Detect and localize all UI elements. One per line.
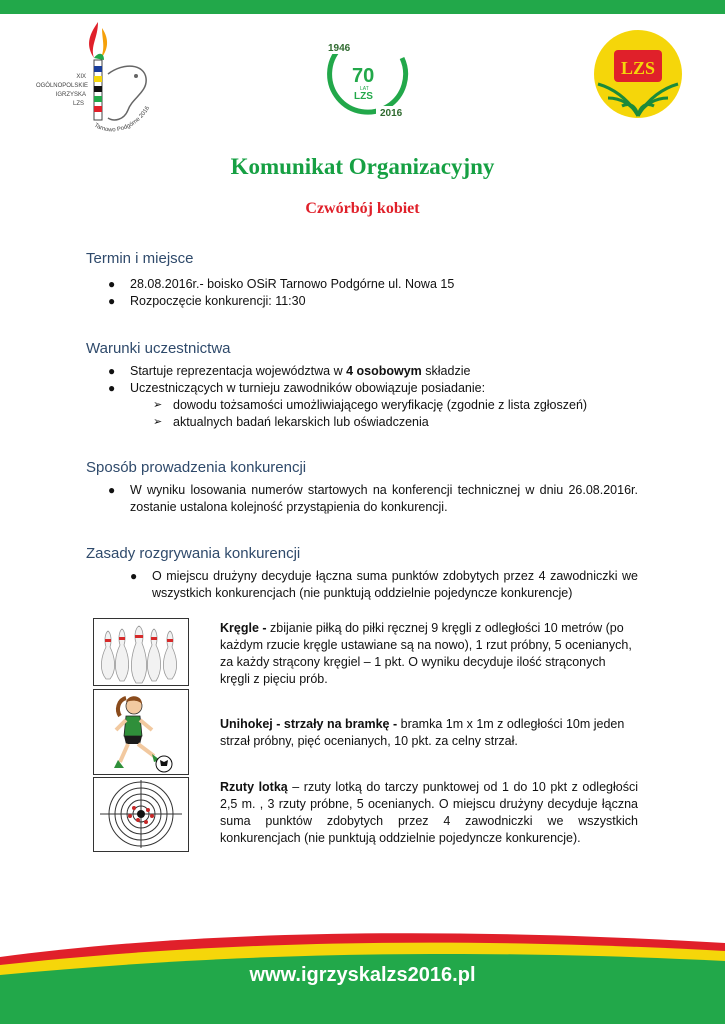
bullet-icon: ●: [108, 381, 116, 395]
svg-text:LZS: LZS: [620, 58, 656, 78]
footer-website-link[interactable]: www.igrzyskalzs2016.pl: [249, 964, 476, 986]
section-heading-termin: Termin i miejsce: [86, 250, 194, 267]
event-description-darts: Rzuty lotką – rzuty lotką do tarczy punktowej od 1 do 10 pkt z odległości 2,5 m. , 3 rzuty próbne, 5 ocenianych. O miejscu drużyny decyduje łączna suma punktów zdobytych przez 4 zawodniczki we wszystkich konkurencjach (nie punktują oddzielnie pojedyncze konkurencje).: [220, 780, 638, 845]
girl-kicking-ball-icon: [93, 689, 189, 775]
section-heading-warunki: Warunki uczestnictwa: [86, 340, 231, 357]
event-description-bowling: Kręgle - zbijanie piłką do piłki ręcznej 9 kręgli z odległości 10 metrów (po każdym rzucie kręgle ustawiane są na nowo), 1 rzut próbny, 5 ocenianych, za każdy strącony kręgiel – 1 pkt. O wyniku decyduje ilość strąconych kręgli z pięciu prób.: [220, 621, 632, 686]
svg-text:1946: 1946: [328, 43, 351, 54]
arrow-bullet-icon: ➢: [153, 416, 163, 428]
svg-text:IGRZYSKA: IGRZYSKA: [55, 92, 86, 98]
svg-text:70: 70: [352, 65, 375, 87]
svg-text:LZS: LZS: [72, 101, 84, 107]
bullet-icon: ●: [130, 569, 138, 583]
svg-text:OGÓLNOPOLSKIE: OGÓLNOPOLSKIE: [35, 83, 88, 89]
bowling-pins-icon: [93, 618, 189, 686]
lzs-70-years-logo: [318, 38, 412, 122]
page-title: Komunikat Organizacyjny: [230, 154, 495, 179]
list-item: ● W wyniku losowania numerów startowych na konferencji technicznej w dniu 26.08.2016r. zostanie ustalona kolejność przystąpienia do konkurencji.: [108, 483, 638, 514]
bullet-icon: ●: [108, 294, 116, 308]
arrow-bullet-icon: ➢: [153, 399, 163, 411]
list-item: ● 28.08.2016r.- boisko OSiR Tarnowo Podgórne ul. Nowa 15: [108, 277, 455, 291]
page-subtitle: Czwórbój kobiet: [305, 200, 420, 217]
bullet-icon: ●: [108, 277, 116, 291]
bullet-icon: ●: [108, 483, 116, 497]
svg-text:LAT: LAT: [360, 86, 369, 92]
top-green-bar: [0, 0, 725, 14]
svg-text:LZS: LZS: [354, 91, 373, 102]
games-torch-logo: [28, 18, 168, 136]
sub-list-item: ➢ aktualnych badań lekarskich lub oświadczenia: [153, 415, 429, 429]
section-heading-sposob: Sposób prowadzenia konkurencji: [86, 459, 307, 476]
lzs-emblem-logo: [592, 28, 684, 120]
list-item: ● Startuje reprezentacja województwa w 4 osobowym składzie: [108, 364, 471, 378]
section-heading-zasady: Zasady rozgrywania konkurencji: [86, 545, 301, 562]
dart-target-icon: [93, 777, 189, 852]
bullet-icon: ●: [108, 364, 116, 378]
svg-text:XIX: XIX: [76, 74, 86, 80]
list-item: ● Uczestniczących w turnieju zawodników obowiązuje posiadanie:: [108, 381, 486, 395]
event-description-floorball: Unihokej - strzały na bramkę - bramka 1m x 1m z odległości 10m jeden strzał próbny, pięć ocenianych, 10 pkt. za celny strzał.: [220, 717, 625, 748]
sub-list-item: ➢ dowodu tożsamości umożliwiającego weryfikację (zgodnie z lista zgłoszeń): [153, 398, 588, 412]
svg-text:Tarnowo Podgórne 2016: Tarnowo Podgórne 2016: [92, 105, 152, 134]
svg-text:2016: 2016: [380, 108, 403, 119]
list-item: ● Rozpoczęcie konkurencji: 11:30: [108, 294, 306, 308]
list-item: ● O miejscu drużyny decyduje łączna suma punktów zdobytych przez 4 zawodniczki we wszystkich konkurencjach (nie punktują oddzielnie pojedyncze konkurencje): [130, 569, 638, 600]
